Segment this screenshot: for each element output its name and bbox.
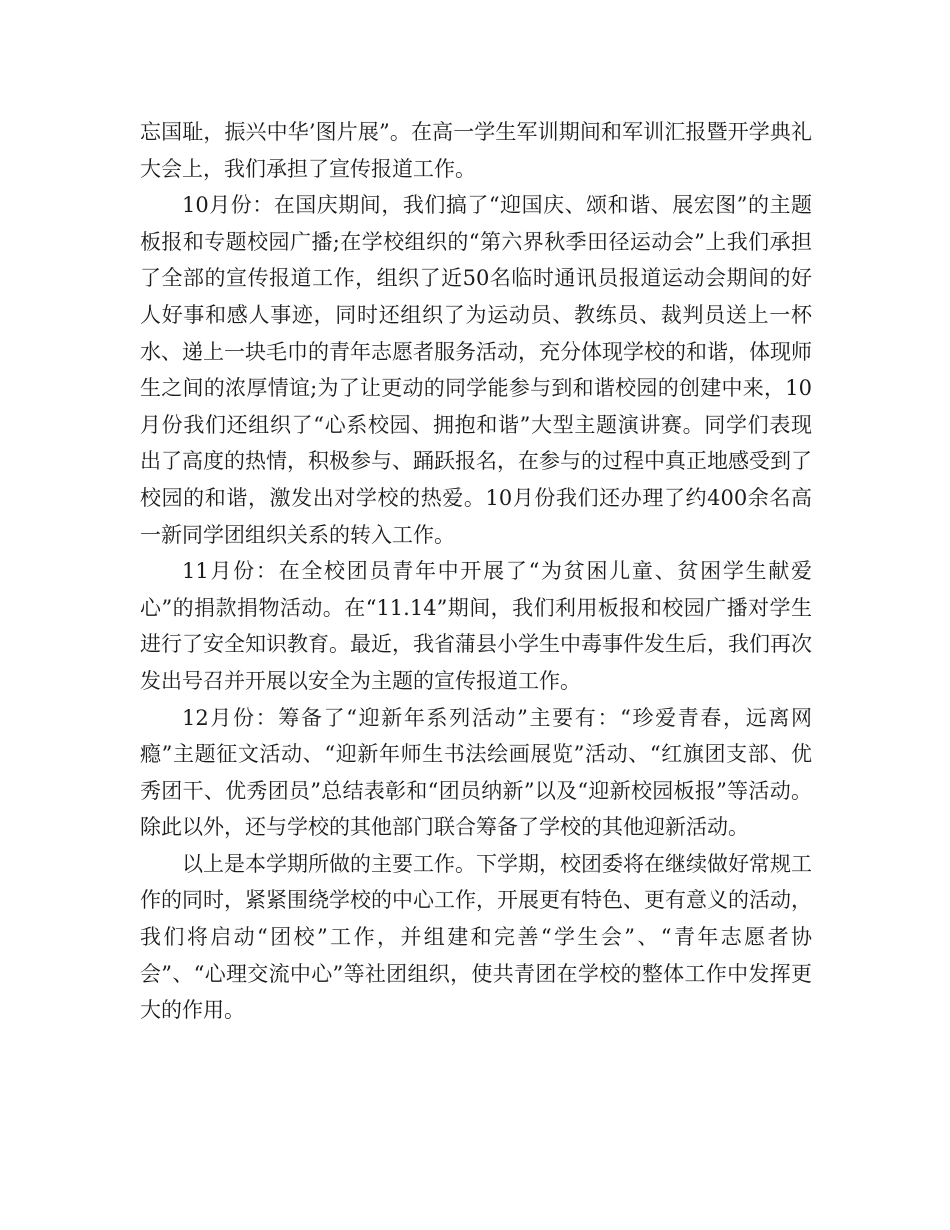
paragraph-summary: 以上是本学期所做的主要工作。下学期，校团委将在继续做好常规工作的同时，紧紧围绕学校的中心工作，开展更有特色、更有意义的活动，我们将启动“团校”工作，并组建和完善“学生会”、“青年志愿者协会”、“心理交流中心”等社团组织，使共青团在学校的整体工作中发挥更大的作用。	[140, 851, 812, 1023]
paragraph-october: 10月份：在国庆期间，我们搞了“迎国庆、颂和谐、展宏图”的主题板报和专题校园广播;在学校组织的“第六界秋季田径运动会”上我们承担了全部的宣传报道工作，组织了近50名临时通讯员报道运动会期间的好人好事和感人事迹，同时还组织了为运动员、教练员、裁判员送上一杯水、递上一块毛巾的青年志愿者服务活动，充分体现学校的和谐，体现师生之间的浓厚情谊;为了让更动的同学能参与到和谐校园的创建中来，10月份我们还组织了“心系校园、拥抱和谐”大型主题演讲赛。同学们表现出了高度的热情，积极参与、踊跃报名，在参与的过程中真正地感受到了校园的和谐，激发出对学校的热爱。10月份我们还办理了约400余名高一新同学团组织关系的转入工作。	[140, 193, 812, 547]
paragraph-november: 11月份：在全校团员青年中开展了“为贫困儿童、贫困学生献爱心”的捐款捐物活动。在“11.14”期间，我们利用板报和校园广播对学生进行了安全知识教育。最近，我省蒲县小学生中毒事件发生后，我们再次发出号召并开展以安全为主题的宣传报道工作。	[140, 559, 812, 693]
paragraph-december: 12月份：筹备了“迎新年系列活动”主要有：“珍爱青春，远离网瘾”主题征文活动、“迎新年师生书法绘画展览”活动、“红旗团支部、优秀团干、优秀团员”总结表彰和“团员纳新”以及“迎新校园板报”等活动。除此以外，还与学校的其他部门联合筹备了学校的其他迎新活动。	[140, 705, 812, 840]
document-body	[140, 114, 812, 1029]
paragraph-continuation: 忘国耻，振兴中华’图片展”。在高一学生军训期间和军训汇报暨开学典礼大会上，我们承担了宣传报道工作。	[140, 120, 812, 181]
